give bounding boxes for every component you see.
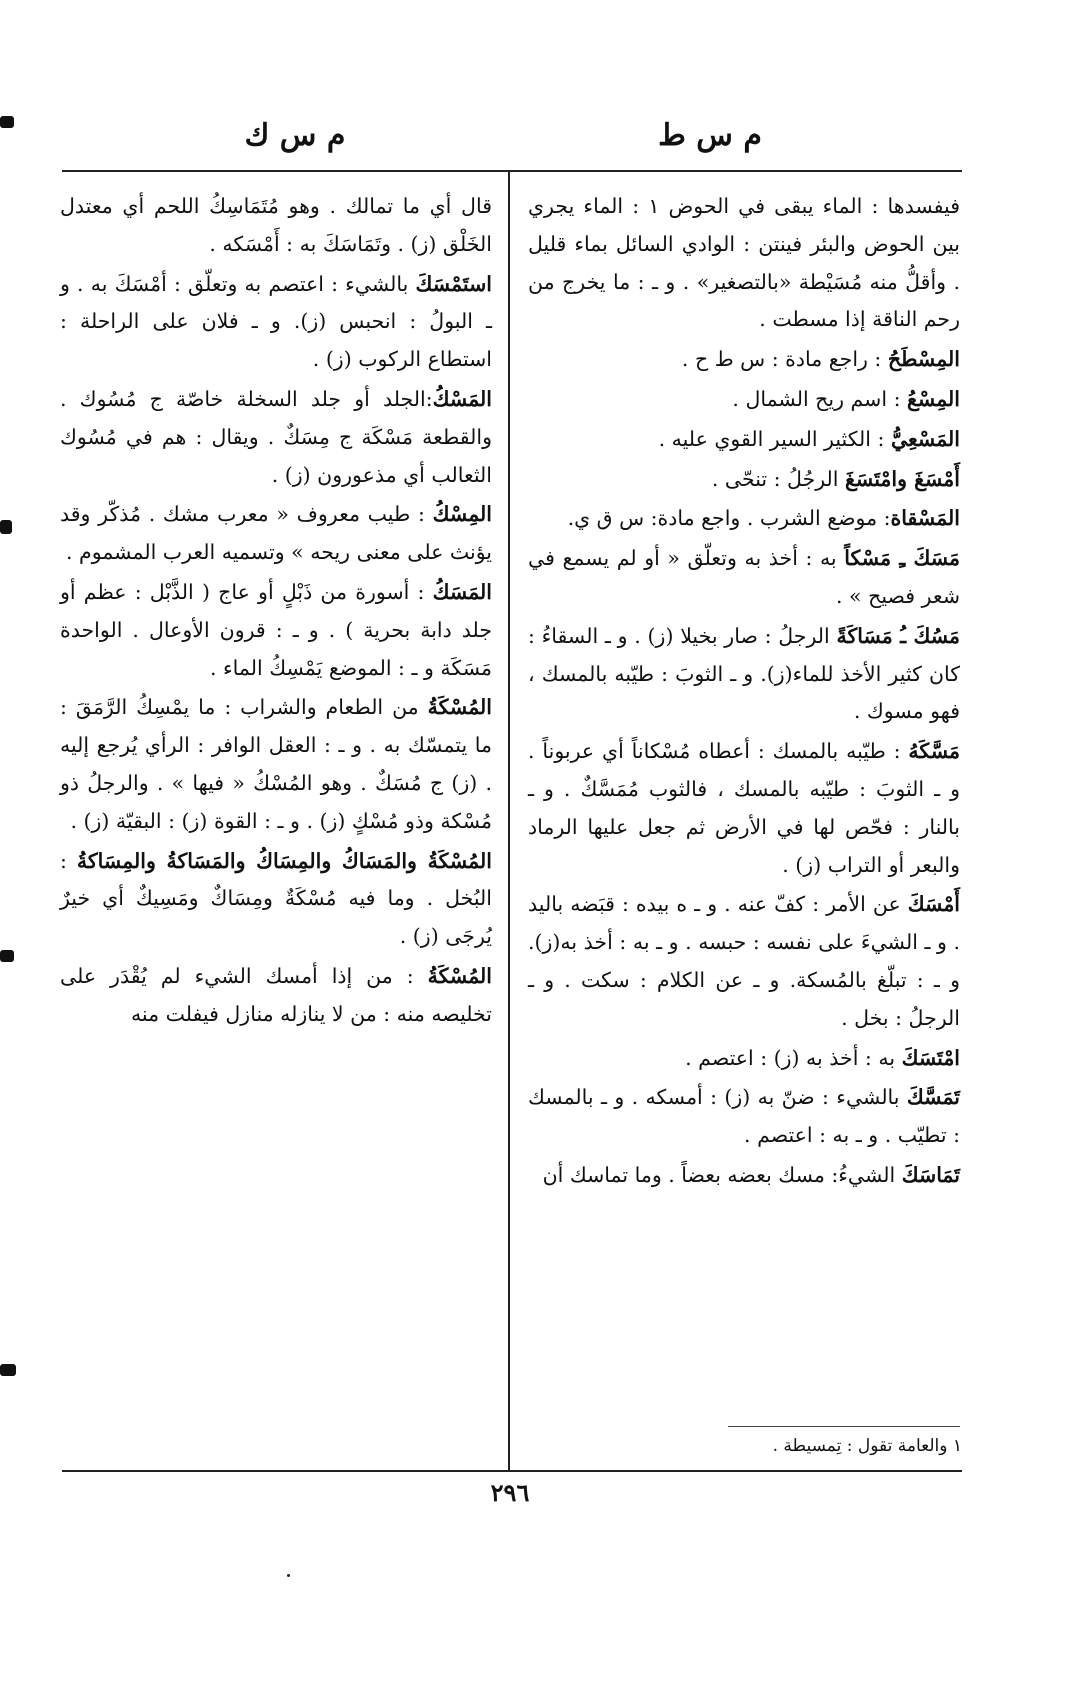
entry-headword: استَمْسَكَ bbox=[415, 271, 492, 296]
binding-mark bbox=[0, 116, 14, 128]
footnote: ١ والعامة تقول : تِمسيطة . bbox=[772, 1436, 962, 1456]
header-rule bbox=[62, 170, 962, 172]
dictionary-entry bbox=[60, 188, 492, 264]
entry-headword: تَمَاسَكَ bbox=[901, 1162, 960, 1187]
entry-definition: : طيب معروف « معرب مشك . مُذكّر وقد يؤنث على معنى ريحه » وتسميه العرب المشموم . bbox=[60, 502, 492, 565]
dictionary-entry bbox=[60, 496, 492, 572]
entry-definition: عن الأمر : كفّ عنه . و ـ ه بيده : قبَضه باليد . و ـ الشيءَ على نفسه : حبسه . و ـ به : أخذ به(ز). و ـ : تبلّغ بالمُسكة. و ـ عن الكلام : سكت . و ـ الرجلُ : بخل . bbox=[528, 892, 960, 1030]
dictionary-entry bbox=[60, 381, 492, 494]
entry-definition: به : أخذ به وتعلّق « أو لم يسمع في شعر فصيح » . bbox=[528, 546, 960, 608]
ink-speck bbox=[287, 1574, 290, 1577]
entry-definition: من الطعام والشراب : ما يمْسِكُ الرَّمَقَ : ما يتمسّك به . و ـ : العقل الوافر : الرأي يُرجع إليه . (ز) ج مُسَكٌ . وهو المُسْكُ « فيها » . والرجلُ ذو مُسْكة وذو مُسْكٍ (ز) . و ـ : القوة (ز) : البقيّة (ز) . bbox=[60, 695, 492, 833]
dictionary-entry bbox=[528, 341, 960, 379]
entry-definition: الشيءُ: مسك بعضه بعضاً . وما تماسك أن bbox=[542, 1162, 902, 1187]
entry-headword: المُسْكَةُ والمَسَاكُ والمِسَاكُ والمَسَاكةُ والمِسَاكةُ bbox=[76, 848, 492, 873]
entry-headword: المَسْكُ bbox=[432, 386, 492, 411]
entry-definition: : راجع مادة : س ط ح . bbox=[681, 347, 888, 372]
dictionary-entry bbox=[528, 1157, 960, 1195]
entry-definition: فيفسدها : الماء يبقى في الحوض ١ : الماء يجري بين الحوض والبئر فينتن : الوادي السائل بماء قليل . وأقلُّ منه مُسَيْطة «بالتصغير» . و ـ : ما يخرج من رحم الناقة إذا مسطت . bbox=[528, 194, 960, 332]
dictionary-entry bbox=[528, 500, 960, 538]
entry-definition: : موضع الشرب . واجع مادة: س ق ي. bbox=[567, 506, 891, 531]
binding-mark bbox=[0, 520, 12, 534]
entry-headword: مَسَكَ ـِ مَسْكاً bbox=[844, 546, 960, 571]
entry-headword: أَمْسَغَ وامْتَسَغَ bbox=[845, 466, 960, 491]
entry-headword: المَسْعِيُّ bbox=[890, 426, 960, 451]
dictionary-entry bbox=[528, 381, 960, 419]
dictionary-entry bbox=[60, 958, 492, 1034]
entry-definition: به : أخذ به (ز) : اعتصم . bbox=[685, 1045, 902, 1070]
entry-headword: المُسْكَةُ bbox=[427, 963, 492, 988]
entry-headword: المِسْكُ bbox=[432, 502, 492, 527]
entry-definition: : الكثير السير القوي عليه . bbox=[658, 426, 891, 451]
entry-definition: : البُخل . وما فيه مُسْكَةٌ ومِسَاكٌ ومَسِيكٌ أي خيرٌ يُرجَى (ز) . bbox=[60, 848, 492, 949]
entry-headword: امْتَسَكَ bbox=[901, 1045, 960, 1070]
entry-definition: بالشيء : اعتصم به وتعلّق : أمْسَكَ به . و ـ البولُ : انحبس (ز). و ـ فلان على الراحلة : استطاع الركوب (ز) . bbox=[60, 271, 492, 372]
entry-definition: : اسم ريح الشمال . bbox=[732, 386, 907, 411]
entry-definition: بالشيء : ضنّ به (ز) : أمسكه . و ـ بالمسك : تطيّب . و ـ به : اعتصم . bbox=[528, 1085, 960, 1148]
dictionary-entry bbox=[528, 618, 960, 731]
entry-headword: المَسْقاة bbox=[890, 506, 960, 531]
entry-headword: أَمْسَكَ bbox=[907, 892, 960, 917]
binding-mark bbox=[0, 1364, 16, 1376]
left-column bbox=[60, 188, 492, 1036]
footnote-rule bbox=[728, 1426, 960, 1427]
entry-definition: الرجُلُ : تنحّى . bbox=[711, 466, 846, 491]
dictionary-entry bbox=[60, 843, 492, 956]
entry-headword: المِسْطَحُ bbox=[887, 347, 960, 372]
dictionary-entry bbox=[60, 266, 492, 379]
entry-definition: الرجلُ : صار بخيلا (ز) . و ـ السقاءُ : كان كثير الأخذ للماء(ز). و ـ الثوبَ : طيّبه بالمسك ، فهو مسوك . bbox=[528, 623, 960, 724]
entry-headword: تَمَسَّكَ bbox=[906, 1085, 960, 1110]
page-number: ٢٩٦ bbox=[490, 1478, 530, 1507]
running-header-right: م س ط bbox=[658, 118, 762, 153]
entry-headword: المِسْعُ bbox=[907, 386, 960, 411]
right-column bbox=[528, 188, 960, 1197]
entry-definition: : طيّبه بالمسك : أعطاه مُسْكاناً أي عربوناً . و ـ الثوبَ : طيّبه بالمسك ، فالثوب مُمَسَّكٌ . و ـ بالنار : فحّص لها في الأرض ثم جعل عليها الرماد والبعر أو التراب (ز) . bbox=[528, 739, 960, 877]
entry-definition: : من إذا أمسك الشيء لم يُقْدَر على تخليصه منه : من لا ينازله منازل فيفلت منه bbox=[60, 963, 492, 1026]
entry-headword: مَسُكَ ـُ مَسَاكَةً bbox=[836, 623, 961, 648]
dictionary-entry bbox=[528, 540, 960, 616]
running-header-left: م س ك bbox=[244, 118, 346, 153]
entry-headword: مَسَّكَهُ bbox=[908, 739, 960, 764]
entry-definition: :الجلد أو جلد السخلة خاصّة ج مُسُوك . والقطعة مَسْكَة ج مِسَكٌ . ويقال : هم في مُسُوك الثعالب أي مذعورون (ز) . bbox=[60, 386, 492, 487]
dictionary-entry bbox=[528, 421, 960, 459]
column-divider bbox=[508, 172, 510, 1470]
dictionary-entry bbox=[528, 461, 960, 499]
entry-definition: قال أي ما تمالك . وهو مُتَمَاسِكُ اللحم أي معتدل الخَلْق (ز) . وتَمَاسَكَ به : أَمْسَكه . bbox=[60, 194, 492, 256]
dictionary-entry bbox=[60, 574, 492, 687]
entry-definition: : أسورة من ذَبْلٍ أو عاج ( الذَّبْل : عظم أو جلد دابة بحرية ) . و ـ : قرون الأوعال . الواحدة مَسَكَة و ـ : الموضع يَمْسِكُ الماء . bbox=[60, 579, 492, 680]
dictionary-entry bbox=[528, 1040, 960, 1078]
dictionary-entry bbox=[528, 733, 960, 884]
dictionary-entry bbox=[528, 886, 960, 1037]
entry-headword: المُسْكَةُ bbox=[427, 695, 492, 720]
binding-mark bbox=[0, 950, 14, 962]
dictionary-entry bbox=[528, 188, 960, 339]
dictionary-entry bbox=[60, 689, 492, 840]
bottom-rule bbox=[62, 1470, 962, 1472]
entry-headword: المَسَكُ bbox=[432, 579, 492, 604]
dictionary-entry bbox=[528, 1079, 960, 1155]
